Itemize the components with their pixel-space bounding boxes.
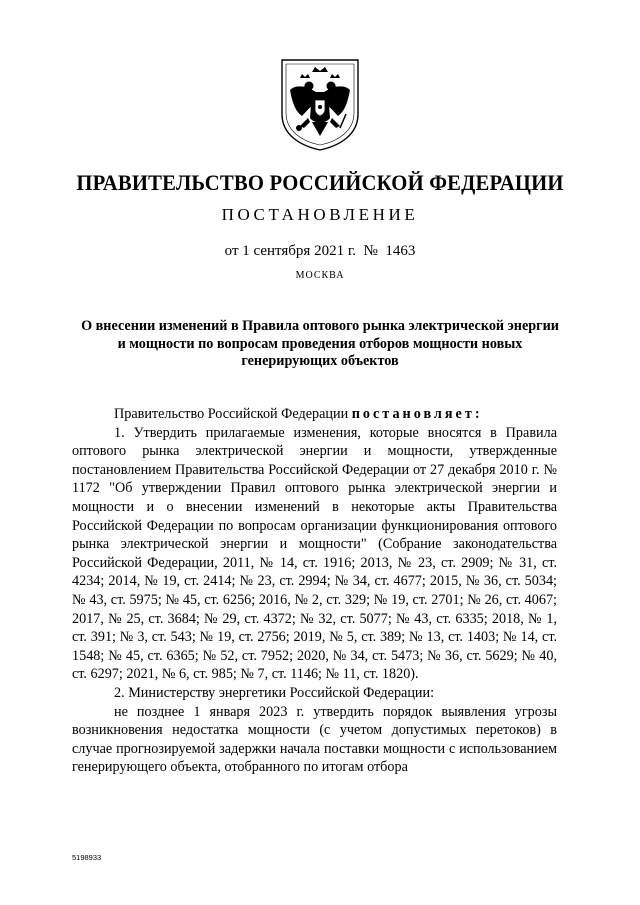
preamble-text: Правительство Российской Федерации (114, 406, 349, 422)
coat-of-arms-icon (276, 56, 364, 152)
item-2-text-paragraph: не позднее 1 января 2023 г. утвердить порядок выявления угрозы возникновения недостатка мощности (с учетом допустимых перетоков) в случае прогнозируемой задержки начала поставки мощности с использованием генерирующего объекта, отобранного по итогам отбора (72, 703, 557, 776)
document-number: 1463 (385, 243, 416, 259)
decree-word: постановляет: (351, 406, 483, 422)
document-type: ПОСТАНОВЛЕНИЕ (221, 205, 419, 224)
date-line (0, 243, 640, 260)
document-body (72, 405, 557, 777)
item-2-paragraph: 2. Министерству энергетики Российской Федерации: (114, 684, 435, 701)
document-code: 5198933 (72, 853, 102, 862)
document-date: 1 сентября 2021 г. (242, 243, 357, 259)
document-title: О внесении изменений в Правила оптового рынка электрической энергии и мощности по вопросам проведения отборов мощности новых генерирующих объектов (81, 318, 559, 369)
date-prefix: от (224, 243, 239, 259)
organization-name: ПРАВИТЕЛЬСТВО РОССИЙСКОЙ ФЕДЕРАЦИИ (76, 170, 564, 195)
coat-of-arms-graphic (276, 56, 364, 152)
city: МОСКВА (295, 270, 345, 281)
number-sign: № (363, 243, 378, 259)
item-1-paragraph: 1. Утвердить прилагаемые изменения, которые вносятся в Правила оптового рынка электрической энергии и мощности, утвержденные постановлением Правительства Российской Федерации от 27 декабря 2010 г. № 1172 "Об утверждении Правил оптового рынка электрической энергии и мощности и о внесении изменений в некоторые акты Правительства Российской Федерации по вопросам организации функционирования оптового рынка электрической энергии и мощности" (Собрание законодательства Российской Федерации, 2011, № 14, ст. 1916; 2013, № 23, ст. 2909; № 31, ст. 4234; 2014, № 19, ст. 2414; № 23, ст. 2994; № 34, ст. 4677; 2015, № 36, ст. 5034; № 43, ст. 5975; № 45, ст. 6256; 2016, № 2, ст. 329; № 19, ст. 2701; № 26, ст. 4067; 2017, № 25, ст. 3684; № 29, ст. 4372; № 32, ст. 5077; № 43, ст. 6335; 2018, № 1, ст. 391; № 3, ст. 543; № 19, ст. 2756; 2019, № 5, ст. 389; № 13, ст. 1403; № 14, ст. 1548; № 45, ст. 6365; № 52, ст. 7952; 2020, № 34, ст. 5473; № 36, ст. 5629; № 40, ст. 6297; 2021, № 6, ст. 985; № 7, ст. 1146; № 11, ст. 1820). (72, 424, 557, 683)
preamble-paragraph (72, 405, 557, 424)
